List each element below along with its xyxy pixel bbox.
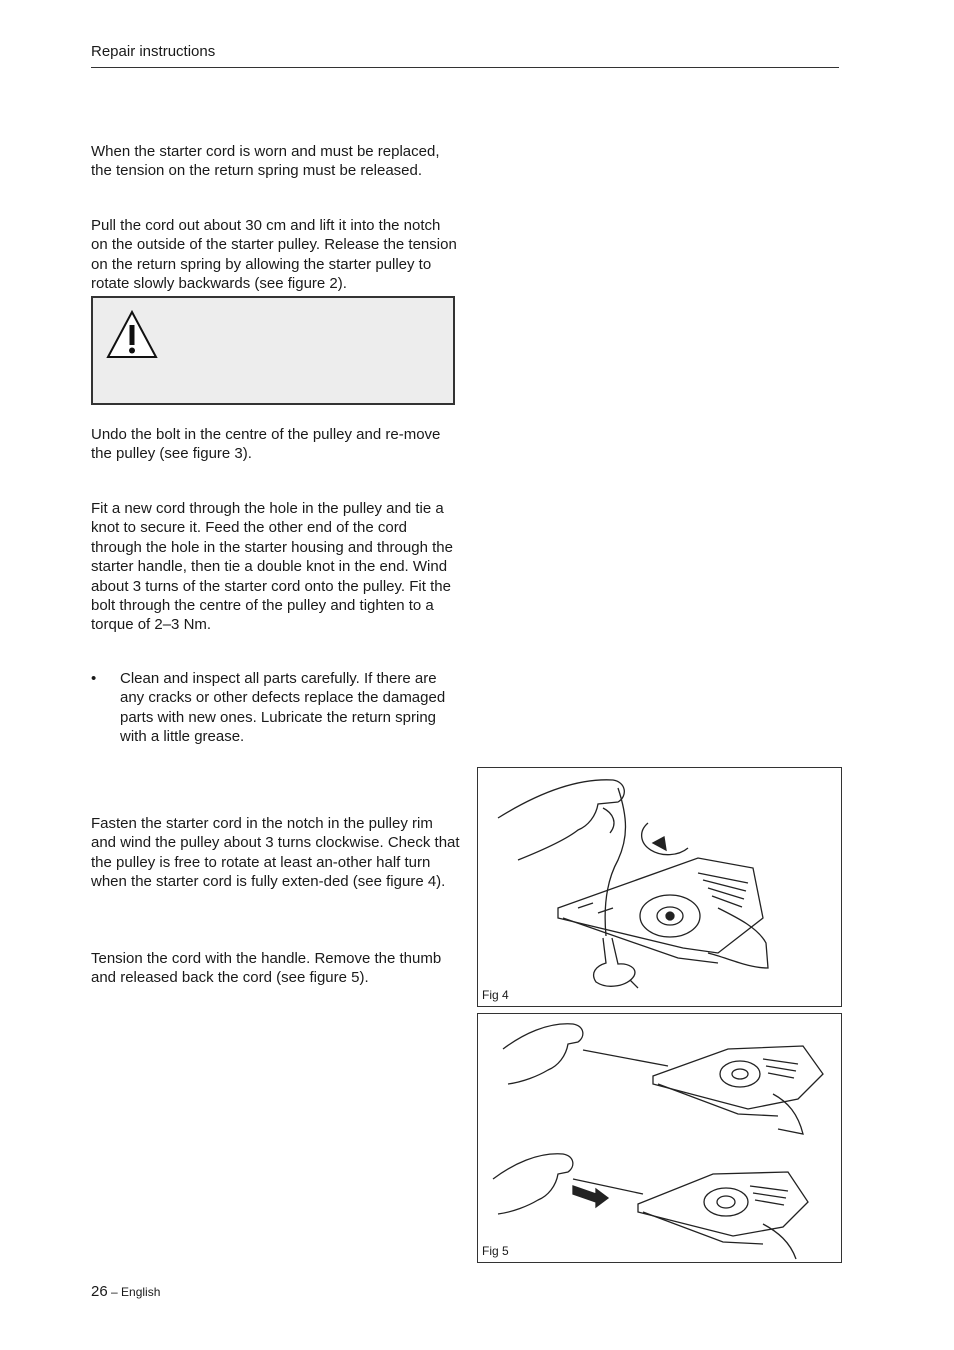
page-footer [91,1283,160,1300]
header-rule [91,67,839,68]
paragraph-pull-cord: Pull the cord out about 30 cm and lift it into the notch on the outside of the starter pulley. Release the tension on the return spring by allowing the starter pulley to rotate slowly backwards (see figure 2). [91,217,457,293]
bullet-text-clean-inspect: Clean and inspect all parts carefully. If there are any cracks or other defects replace the damaged parts with new ones. Lubricate the return spring with a little grease. [120,670,446,746]
warning-box [91,296,455,405]
warning-triangle-icon [106,310,158,360]
figure-5 [477,1013,842,1263]
paragraph-release-tension-intro: When the starter cord is worn and must be replaced, the tension on the return spring must be released. [91,143,440,180]
figure-4 [477,767,842,1007]
paragraph-fit-new-cord: Fit a new cord through the hole in the pulley and tie a knot to secure it. Feed the other end of the cord through the hole in the starter housing and through the starter handle, then tie a double knot in the end. Wind about 3 turns of the starter cord onto the pulley. Fit the bolt through the centre of the pulley and tighten to a torque of 2–3 Nm. [91,500,453,634]
figure-5-label: Fig 5 [482,1244,509,1258]
cord-tension-illustration [478,1014,841,1262]
figure-4-label: Fig 4 [482,988,509,1002]
paragraph-undo-bolt: Undo the bolt in the centre of the pulley and re-move the pulley (see figure 3). [91,426,441,463]
page-number: 26 [91,1283,108,1300]
paragraph-tension-cord: Tension the cord with the handle. Remove the thumb and released back the cord (see figure 5). [91,950,442,987]
bullet-mark: • [91,670,97,687]
paragraph-fasten-cord: Fasten the starter cord in the notch in the pulley rim and wind the pulley about 3 turns clockwise. Check that the pulley is free to rotate at least an-other half turn when the starter cord is fully exten-ded (see figure 4). [91,815,460,891]
running-header: Repair instructions [91,43,216,60]
list-item [91,669,461,747]
footer-language: – English [107,1285,161,1299]
starter-pulley-illustration [478,768,841,1006]
